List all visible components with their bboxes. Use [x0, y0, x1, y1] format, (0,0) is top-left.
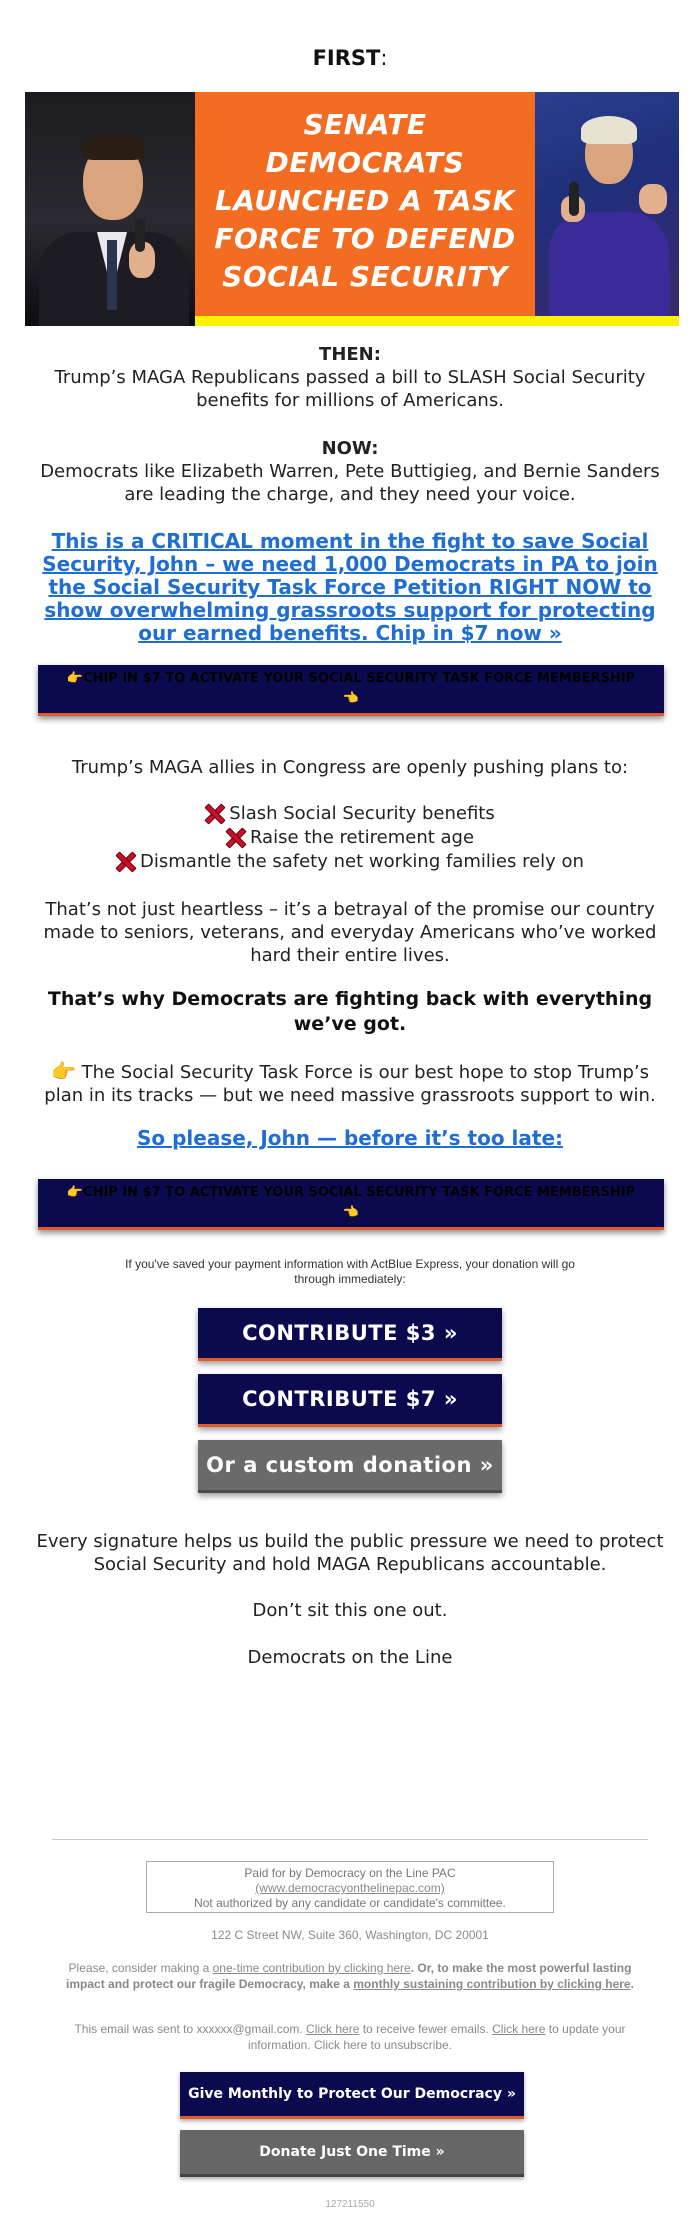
fewer-emails-link[interactable]: Click here [306, 2022, 360, 2036]
buttigieg-photo [25, 92, 195, 326]
hero-headline: SENATE DEMOCRATS LAUNCHED A TASK FORCE TO DEFEND SOCIAL SECURITY [214, 108, 516, 293]
red-x-icon [226, 828, 244, 846]
warren-photo [535, 92, 679, 326]
donate-one-time-button[interactable]: Donate Just One Time » [180, 2130, 524, 2177]
footer-divider [52, 1839, 648, 1840]
now-section: NOW: Democrats like Elizabeth Warren, Pete Buttigieg, and Bernie Sanders are leading the charge, and they need your voice. [40, 438, 660, 505]
contribution-prompt: Please, consider making a one-time contribution by clicking here. Or, to make the most powerful lasting impact and protect our fragile Democracy, make a monthly sustaining contribution by clicking here. [66, 1961, 634, 1991]
yellow-stripe [195, 316, 679, 326]
pointing-right-icon: 👉 [50, 1059, 76, 1083]
mailing-address: 122 C Street NW, Suite 360, Washington, DC 20001 [211, 1928, 489, 1942]
sit-out-line: Don’t sit this one out. [252, 1600, 448, 1621]
actblue-note: If you've saved your payment information with ActBlue Express, your donation will go through immediately: [125, 1257, 575, 1286]
red-x-icon [205, 804, 223, 822]
signature-paragraph: Every signature helps us build the public pressure we need to protect Social Security and hold MAGA Republicans accountable. [36, 1531, 664, 1575]
allies-intro: Trump’s MAGA allies in Congress are openly pushing plans to: [71, 757, 629, 778]
plan-item: Dismantle the safety net working families rely on [0, 851, 700, 872]
fighting-back-heading: That’s why Democrats are fighting back with everything we’ve got. [47, 988, 653, 1035]
update-info-link[interactable]: Click here [492, 2022, 546, 2036]
custom-donation-button[interactable]: Or a custom donation » [198, 1440, 502, 1493]
first-heading: FIRST: [312, 46, 388, 70]
give-monthly-button[interactable]: Give Monthly to Protect Our Democracy » [180, 2072, 524, 2119]
pointing-right-icon: 👉 [66, 1185, 84, 1200]
contribute-3-button[interactable]: CONTRIBUTE $3 » [198, 1308, 502, 1361]
red-x-icon [116, 852, 134, 870]
one-time-contribution-link[interactable]: one-time contribution by clicking here [212, 1961, 411, 1975]
chip-in-banner-button-1[interactable]: 👉CHIP IN $7 TO ACTIVATE YOUR SOCIAL SECURITY TASK FORCE MEMBERSHIP 👈 [38, 665, 664, 716]
heartless-paragraph: That’s not just heartless – it’s a betrayal of the promise our country made to seniors, veterans, and everyday Americans who’ve worked hard their entire lives. [43, 899, 657, 966]
pointing-left-icon: 👈 [342, 691, 360, 706]
sign-off: Democrats on the Line [247, 1647, 453, 1668]
pac-website-link[interactable]: (www.democracyonthelinepac.com) [255, 1881, 445, 1895]
please-john-link[interactable]: So please, John — before it’s too late: [136, 1126, 564, 1150]
tracking-code: 127211550 [325, 2199, 375, 2210]
critical-moment-link[interactable]: This is a CRITICAL moment in the fight to save Social Security, John – we need 1,000 Democrats in PA to join the Social Security Task Force Petition RIGHT NOW to show overwhelming grassroots support for protecting our earned benefits. Chip in $7 now » [42, 529, 658, 645]
email-preferences: This email was sent to xxxxxx@gmail.com. Click here to receive fewer emails. Click here to update your information. Click here to unsubscribe. [74, 2022, 626, 2052]
task-force-paragraph: 👉 The Social Security Task Force is our best hope to stop Trump’s plan in its tracks — but we need massive grassroots support to win. [44, 1059, 656, 1106]
contribute-7-button[interactable]: CONTRIBUTE $7 » [198, 1374, 502, 1427]
hero-image[interactable] [25, 92, 679, 326]
pointing-right-icon: 👉 [66, 671, 84, 686]
plan-item: Raise the retirement age [0, 827, 700, 848]
paid-for-disclaimer: Paid for by Democracy on the Line PAC (www.democracyonthelinepac.com) Not authorized by any candidate or candidate's committee. [146, 1861, 554, 1913]
chip-in-banner-button-2[interactable]: 👉CHIP IN $7 TO ACTIVATE YOUR SOCIAL SECURITY TASK FORCE MEMBERSHIP 👈 [38, 1179, 664, 1230]
pointing-left-icon: 👈 [342, 1205, 360, 1220]
then-section: THEN: Trump’s MAGA Republicans passed a bill to SLASH Social Security benefits for millions of Americans. [54, 344, 646, 411]
plan-item: Slash Social Security benefits [0, 803, 700, 824]
monthly-contribution-link[interactable]: monthly sustaining contribution by clicking here [353, 1977, 631, 1991]
